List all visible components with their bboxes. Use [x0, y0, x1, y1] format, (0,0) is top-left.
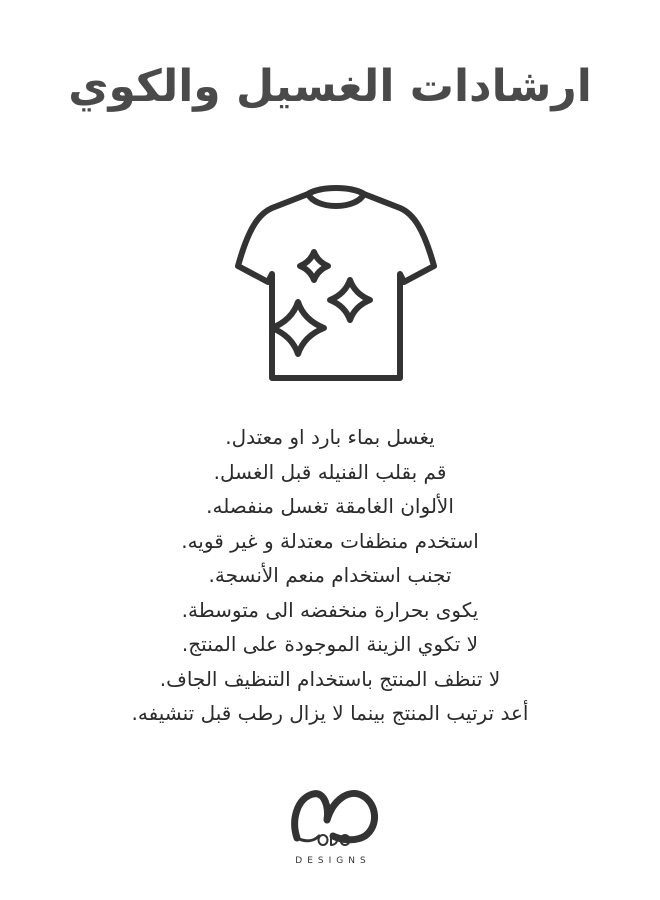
instructions-list	[0, 420, 660, 731]
instruction-item: يغسل بماء بارد او معتدل.	[225, 425, 435, 449]
tshirt-sparkles-icon	[228, 182, 444, 392]
instruction-item: لا تكوي الزينة الموجودة على المنتج.	[181, 632, 479, 656]
instruction-item: تجنب استخدام منعم الأنسجة.	[208, 563, 452, 587]
page-title: ارشادات الغسيل والكوي	[68, 61, 592, 112]
instruction-item: يكوى بحرارة منخفضه الى متوسطة.	[181, 597, 479, 622]
logo-text: DESIGNS	[295, 856, 371, 866]
instruction-item: الألوان الغامقة تغسل منفصله.	[206, 494, 454, 518]
instruction-item: أعد ترتيب المنتج بينما لا يزال رطب قبل تنشيفه.	[131, 701, 529, 725]
brand-logo	[283, 786, 383, 876]
instruction-item: لا تنظف المنتج باستخدام التنظيف الجاف.	[159, 666, 501, 691]
instruction-item: قم بقلب الفنيله قبل الغسل.	[213, 459, 447, 484]
instruction-item: استخدم منظفات معتدلة و غير قويه.	[181, 528, 479, 553]
